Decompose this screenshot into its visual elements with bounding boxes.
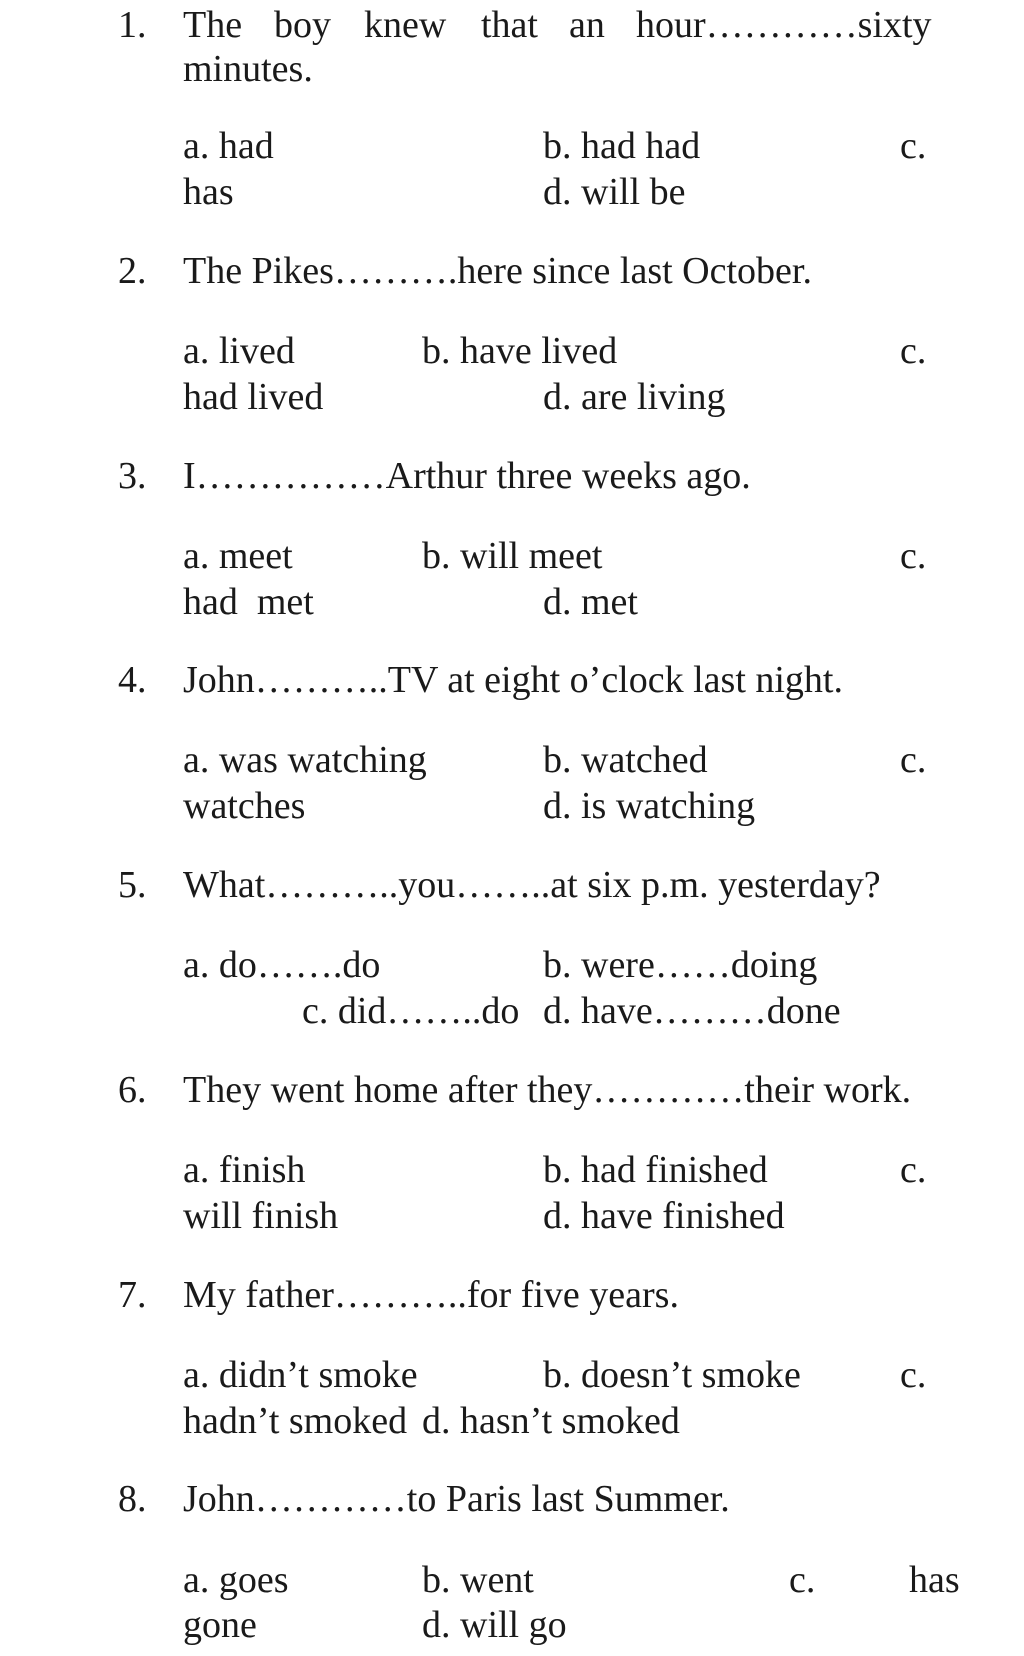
option-b: b. have lived <box>422 330 618 372</box>
option-c-label: c. <box>900 739 927 781</box>
option-c-text: had lived <box>183 376 324 418</box>
option-a: a. was watching <box>183 739 427 781</box>
option-b: b. doesn’t smoke <box>543 1354 801 1396</box>
question-number: 5. <box>118 864 147 906</box>
option-b: b. had finished <box>543 1149 768 1191</box>
question-stem: John………..TV at eight o’clock last night. <box>183 659 843 701</box>
option-d: d. will be <box>543 171 686 213</box>
option-b: b. went <box>422 1559 534 1601</box>
option-b: b. were……doing <box>543 944 818 986</box>
option-c: c. did……..do <box>302 990 520 1032</box>
option-d: d. will go <box>422 1604 567 1646</box>
question-number: 7. <box>118 1274 147 1316</box>
option-c-text: had met <box>183 581 314 623</box>
question-stem: John…………to Paris last Summer. <box>183 1478 730 1520</box>
question-number: 4. <box>118 659 147 701</box>
question-number: 8. <box>118 1478 147 1520</box>
stem-word: The <box>183 4 243 46</box>
option-c-text: has <box>183 171 234 213</box>
option-d: d. are living <box>543 376 726 418</box>
question-stem-line2: minutes. <box>183 48 313 90</box>
option-d: d. is watching <box>543 785 756 827</box>
option-c-label: c. <box>900 125 927 167</box>
option-d: d. have finished <box>543 1195 785 1237</box>
option-a: a. goes <box>183 1559 289 1601</box>
option-c-label: c. <box>900 330 927 372</box>
option-d: d. hasn’t smoked <box>422 1400 680 1442</box>
question-number: 1. <box>118 4 147 46</box>
option-c-text: gone <box>183 1604 257 1646</box>
option-b: b. watched <box>543 739 708 781</box>
stem-word: boy <box>274 4 331 46</box>
question-stem: What………..you……..at six p.m. yesterday? <box>183 864 881 906</box>
stem-word: an <box>569 4 605 46</box>
option-c-label: c. <box>900 1149 927 1191</box>
option-d: d. have………done <box>543 990 841 1032</box>
option-c-label: c. <box>900 1354 927 1396</box>
stem-word: that <box>481 4 538 46</box>
option-a: a. lived <box>183 330 295 372</box>
stem-word: knew <box>364 4 447 46</box>
option-a: a. do…….do <box>183 944 381 986</box>
option-a: a. finish <box>183 1149 306 1191</box>
question-number: 2. <box>118 250 147 292</box>
option-c-text: will finish <box>183 1195 339 1237</box>
option-a: a. didn’t smoke <box>183 1354 418 1396</box>
question-stem: The Pikes……….here since last October. <box>183 250 812 292</box>
option-a: a. had <box>183 125 274 167</box>
question-stem: My father………..for five years. <box>183 1274 679 1316</box>
option-b: b. will meet <box>422 535 603 577</box>
question-stem: I……………Arthur three weeks ago. <box>183 455 751 497</box>
question-number: 3. <box>118 455 147 497</box>
question-number: 6. <box>118 1069 147 1111</box>
option-c-word: has <box>909 1559 960 1601</box>
option-a: a. meet <box>183 535 293 577</box>
stem-word: hour…………sixty <box>636 4 932 46</box>
question-stem: They went home after they…………their work. <box>183 1069 912 1111</box>
option-c-label: c. <box>900 535 927 577</box>
option-c-text: watches <box>183 785 306 827</box>
option-c-label: c. <box>789 1559 816 1601</box>
option-b: b. had had <box>543 125 701 167</box>
option-c-text: hadn’t smoked <box>183 1400 408 1442</box>
option-d: d. met <box>543 581 638 623</box>
